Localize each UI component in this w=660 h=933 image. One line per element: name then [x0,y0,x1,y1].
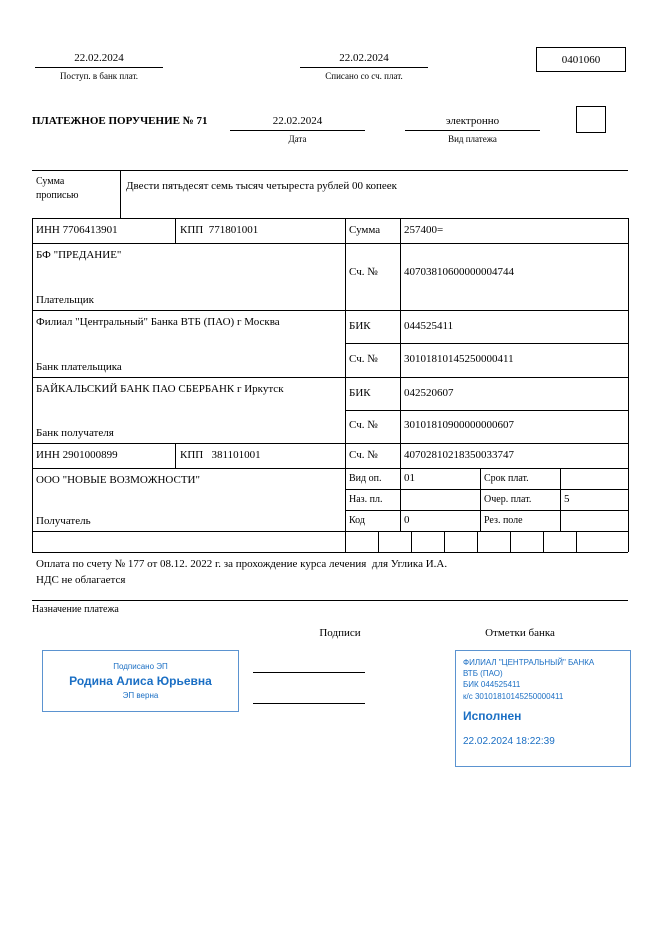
amount-words-top-border [32,170,628,171]
purpose-line-1: Оплата по счету № 177 от 08.12. 2022 г. за прохождение курса лечения для Углика И.А. [36,558,448,570]
debited-date-label: Списано со сч. плат. [325,71,403,81]
op-type-value: 01 [404,472,415,484]
payee-bank-bik-label: БИК [349,387,371,399]
payment-kind-label: Вид платежа [448,134,497,144]
purpose-code-label: Наз. пл. [349,494,383,505]
purpose-underline [32,600,628,601]
bank-stamp-line2: ВТБ (ПАО) [463,669,503,679]
payer-name: БФ "ПРЕДАНИЕ" [36,249,122,261]
table-border [32,218,628,219]
purpose-label: Назначение платежа [32,604,119,615]
sum-label: Сумма [349,224,381,236]
amount-words-divider [120,170,121,218]
payee-bank-account-label: Сч. № [349,419,378,431]
payer-bank-bik-label: БИК [349,320,371,332]
reserve-field-label: Рез. поле [484,515,523,526]
code-label: Код [349,515,365,526]
table-border [400,218,401,531]
payment-kind: электронно [445,115,500,127]
payer-bank-label: Банк плательщика [36,361,122,373]
payer-bank-account-label: Сч. № [349,353,378,365]
payee-name: ООО "НОВЫЕ ВОЗМОЖНОСТИ" [36,474,200,486]
payee-bank-label: Банк получателя [36,427,114,439]
received-date: 22.02.2024 [74,52,124,64]
table-border [32,443,628,444]
table-border [480,468,481,531]
bank-stamp-line3: БИК 044525411 [463,680,521,690]
bank-stamp [455,650,631,767]
bank-stamp-line4: к/с 30101810145250000411 [463,691,564,701]
payer-account-label: Сч. № [349,266,378,278]
table-border [345,489,628,490]
tax-cell-divider [510,531,511,552]
payer-inn: ИНН 7706413901 [36,224,118,236]
tax-cell-divider [576,531,577,552]
signature-line-1 [253,672,365,673]
tax-cell-divider [543,531,544,552]
table-border [32,377,628,378]
sum-value: 257400= [404,224,444,236]
table-border [345,510,628,511]
payee-account: 40702810218350033747 [404,449,514,461]
payer-account: 40703810600000004744 [404,266,514,278]
payment-kind-underline [405,130,540,131]
bank-stamp-status: Исполнен [463,708,522,723]
tax-cell-divider [411,531,412,552]
payee-kpp: КПП 381101001 [180,449,261,461]
payer-bank-account: 30101810145250000411 [404,353,514,365]
table-border [345,410,628,411]
op-type-label: Вид оп. [349,473,382,484]
signer-name: Родина Алиса Юрьевна [69,674,212,688]
table-border [345,343,628,344]
tax-cell-divider [477,531,478,552]
bank-stamp-datetime: 22.02.2024 18:22:39 [463,735,555,747]
table-border [560,468,561,531]
payee-inn: ИНН 2901000899 [36,449,118,461]
table-border [345,218,346,552]
table-border [32,218,33,552]
debited-date: 22.02.2024 [339,52,389,64]
purpose-line-2: НДС не облагается [36,574,126,586]
amount-words-label-1: Сумма [36,176,65,187]
signature-stamp-line1: Подписано ЭП [113,662,168,671]
amount-in-words: Двести пятьдесят семь тысяч четыреста рублей 00 копеек [126,180,397,192]
payer-kpp: КПП 771801001 [180,224,259,236]
signature-line-2 [253,703,365,704]
payer-bank-name: Филиал "Центральный" Банка ВТБ (ПАО) г Москва [36,316,280,328]
empty-field-box [576,106,606,133]
received-date-label: Поступ. в банк плат. [60,71,138,81]
due-date-label: Срок плат. [484,473,529,484]
payee-label: Получатель [36,515,91,527]
document-title: ПЛАТЕЖНОЕ ПОРУЧЕНИЕ № 71 [32,115,208,127]
tax-cell-divider [378,531,379,552]
debited-date-underline [300,67,428,68]
document-date: 22.02.2024 [272,115,323,127]
table-border [32,552,628,553]
tax-cell-divider [444,531,445,552]
date-underline [230,130,365,131]
received-date-underline [35,67,163,68]
code-value: 0 [404,514,410,526]
payee-bank-account: 30101810900000000607 [404,419,514,431]
table-border [32,468,628,469]
signatures-label: Подписи [319,627,361,639]
payee-bank-bik: 042520607 [404,387,454,399]
signature-stamp [42,650,239,712]
payer-bank-bik: 044525411 [404,320,454,332]
payer-label: Плательщик [36,294,94,306]
table-border [175,218,176,243]
payee-bank-name: БАЙКАЛЬСКИЙ БАНК ПАО СБЕРБАНК г Иркутск [36,383,284,395]
table-border [175,443,176,468]
table-border [32,243,628,244]
date-label: Дата [288,134,307,144]
priority-value: 5 [564,493,570,505]
amount-words-label-2: прописью [36,190,79,201]
priority-label: Очер. плат. [484,494,532,505]
table-border [32,531,628,532]
form-code-box: 0401060 [536,47,626,72]
payee-account-label: Сч. № [349,449,378,461]
signature-stamp-line3: ЭП верна [122,691,159,700]
table-border [628,218,629,552]
table-border [32,310,628,311]
bank-stamp-line1: ФИЛИАЛ "ЦЕНТРАЛЬНЫЙ" БАНКА [463,658,595,667]
bank-marks-label: Отметки банка [485,627,555,639]
